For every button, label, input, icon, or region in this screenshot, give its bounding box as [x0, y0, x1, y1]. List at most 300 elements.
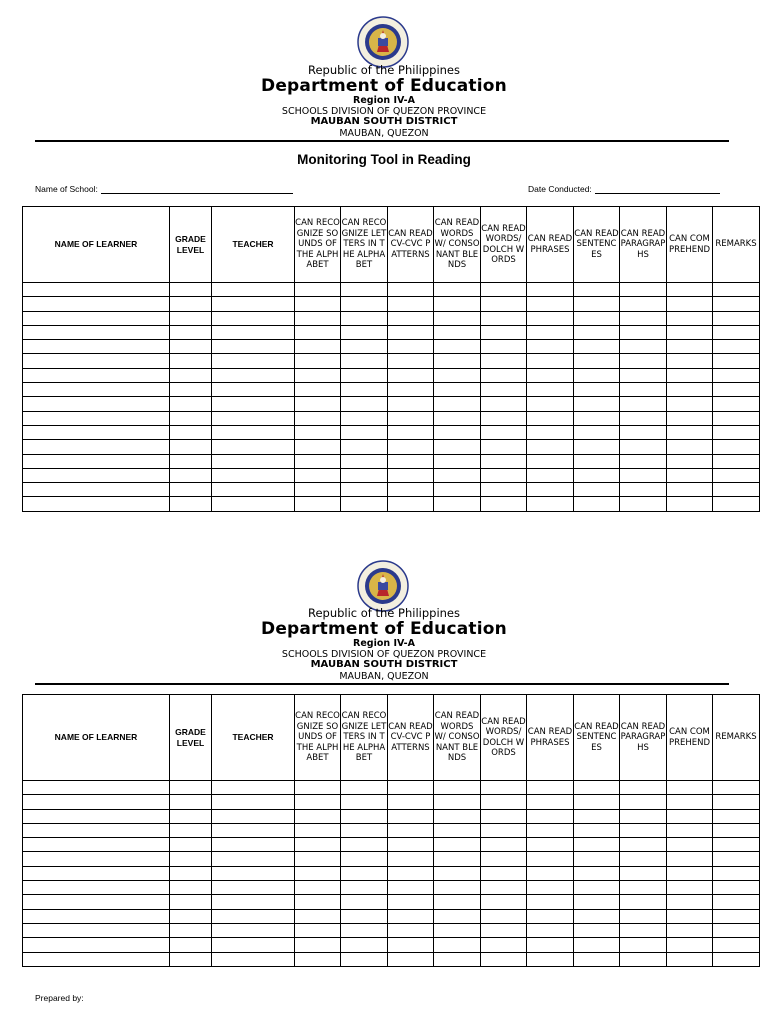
table-cell[interactable] [713, 838, 760, 852]
table-cell[interactable] [23, 823, 170, 837]
table-cell[interactable] [574, 368, 620, 382]
table-cell[interactable] [620, 809, 667, 823]
table-cell[interactable] [667, 497, 713, 511]
table-cell[interactable] [295, 781, 341, 795]
table-cell[interactable] [667, 923, 713, 937]
table-cell[interactable] [212, 838, 295, 852]
table-cell[interactable] [295, 454, 341, 468]
table-cell[interactable] [574, 795, 620, 809]
table-cell[interactable] [295, 866, 341, 880]
table-cell[interactable] [527, 795, 574, 809]
table-cell[interactable] [212, 909, 295, 923]
table-cell[interactable] [23, 497, 170, 511]
table-cell[interactable] [23, 297, 170, 311]
table-cell[interactable] [574, 411, 620, 425]
table-cell[interactable] [170, 909, 212, 923]
table-cell[interactable] [23, 852, 170, 866]
table-cell[interactable] [212, 425, 295, 439]
table-cell[interactable] [295, 852, 341, 866]
table-cell[interactable] [212, 923, 295, 937]
table-cell[interactable] [667, 909, 713, 923]
table-cell[interactable] [574, 440, 620, 454]
table-cell[interactable] [667, 283, 713, 297]
table-cell[interactable] [341, 283, 388, 297]
table-cell[interactable] [295, 340, 341, 354]
table-cell[interactable] [341, 397, 388, 411]
table-cell[interactable] [295, 411, 341, 425]
table-cell[interactable] [388, 809, 434, 823]
table-cell[interactable] [295, 425, 341, 439]
table-cell[interactable] [620, 881, 667, 895]
table-cell[interactable] [341, 425, 388, 439]
table-cell[interactable] [434, 325, 481, 339]
school-name-blank[interactable] [101, 184, 293, 194]
table-cell[interactable] [527, 823, 574, 837]
table-cell[interactable] [713, 895, 760, 909]
table-cell[interactable] [667, 440, 713, 454]
table-cell[interactable] [667, 368, 713, 382]
table-cell[interactable] [713, 340, 760, 354]
table-cell[interactable] [341, 809, 388, 823]
table-cell[interactable] [212, 297, 295, 311]
table-cell[interactable] [434, 909, 481, 923]
table-cell[interactable] [434, 483, 481, 497]
table-cell[interactable] [23, 411, 170, 425]
table-cell[interactable] [170, 866, 212, 880]
table-cell[interactable] [23, 468, 170, 482]
table-cell[interactable] [574, 425, 620, 439]
table-cell[interactable] [713, 368, 760, 382]
table-cell[interactable] [481, 781, 527, 795]
table-cell[interactable] [574, 497, 620, 511]
table-cell[interactable] [481, 795, 527, 809]
table-cell[interactable] [620, 938, 667, 952]
table-cell[interactable] [574, 311, 620, 325]
table-cell[interactable] [574, 483, 620, 497]
table-cell[interactable] [667, 866, 713, 880]
table-cell[interactable] [527, 468, 574, 482]
table-cell[interactable] [574, 297, 620, 311]
table-cell[interactable] [527, 454, 574, 468]
table-cell[interactable] [341, 852, 388, 866]
table-cell[interactable] [667, 795, 713, 809]
table-cell[interactable] [574, 781, 620, 795]
table-cell[interactable] [434, 340, 481, 354]
table-cell[interactable] [620, 497, 667, 511]
table-cell[interactable] [170, 454, 212, 468]
table-cell[interactable] [713, 325, 760, 339]
table-cell[interactable] [23, 483, 170, 497]
table-cell[interactable] [667, 938, 713, 952]
table-cell[interactable] [620, 852, 667, 866]
table-cell[interactable] [23, 454, 170, 468]
table-cell[interactable] [527, 781, 574, 795]
table-cell[interactable] [212, 781, 295, 795]
table-cell[interactable] [388, 838, 434, 852]
table-cell[interactable] [388, 297, 434, 311]
table-cell[interactable] [667, 340, 713, 354]
table-cell[interactable] [212, 938, 295, 952]
table-cell[interactable] [170, 895, 212, 909]
table-cell[interactable] [341, 938, 388, 952]
table-cell[interactable] [434, 383, 481, 397]
table-cell[interactable] [667, 881, 713, 895]
table-cell[interactable] [23, 440, 170, 454]
table-cell[interactable] [481, 354, 527, 368]
table-cell[interactable] [23, 795, 170, 809]
table-cell[interactable] [388, 311, 434, 325]
table-cell[interactable] [434, 866, 481, 880]
table-cell[interactable] [170, 881, 212, 895]
table-cell[interactable] [295, 354, 341, 368]
table-cell[interactable] [481, 440, 527, 454]
table-cell[interactable] [481, 340, 527, 354]
table-cell[interactable] [388, 923, 434, 937]
table-cell[interactable] [341, 354, 388, 368]
table-cell[interactable] [481, 838, 527, 852]
table-cell[interactable] [713, 354, 760, 368]
table-cell[interactable] [667, 823, 713, 837]
table-cell[interactable] [527, 354, 574, 368]
table-cell[interactable] [620, 952, 667, 966]
table-cell[interactable] [295, 440, 341, 454]
table-cell[interactable] [574, 938, 620, 952]
table-cell[interactable] [295, 795, 341, 809]
table-cell[interactable] [481, 283, 527, 297]
table-cell[interactable] [170, 325, 212, 339]
table-cell[interactable] [620, 325, 667, 339]
table-cell[interactable] [527, 425, 574, 439]
table-cell[interactable] [388, 383, 434, 397]
table-cell[interactable] [434, 809, 481, 823]
table-cell[interactable] [388, 425, 434, 439]
table-cell[interactable] [574, 397, 620, 411]
table-cell[interactable] [527, 283, 574, 297]
table-cell[interactable] [620, 838, 667, 852]
table-cell[interactable] [388, 325, 434, 339]
table-cell[interactable] [620, 866, 667, 880]
table-cell[interactable] [667, 838, 713, 852]
table-cell[interactable] [713, 852, 760, 866]
table-cell[interactable] [341, 454, 388, 468]
table-cell[interactable] [23, 397, 170, 411]
table-cell[interactable] [170, 383, 212, 397]
table-cell[interactable] [574, 923, 620, 937]
table-cell[interactable] [620, 354, 667, 368]
table-cell[interactable] [341, 311, 388, 325]
table-cell[interactable] [388, 454, 434, 468]
table-cell[interactable] [620, 311, 667, 325]
table-cell[interactable] [481, 483, 527, 497]
table-cell[interactable] [295, 838, 341, 852]
table-cell[interactable] [23, 311, 170, 325]
table-cell[interactable] [434, 881, 481, 895]
table-cell[interactable] [212, 468, 295, 482]
table-cell[interactable] [527, 809, 574, 823]
table-cell[interactable] [481, 881, 527, 895]
table-cell[interactable] [434, 895, 481, 909]
table-cell[interactable] [170, 411, 212, 425]
table-cell[interactable] [170, 440, 212, 454]
table-cell[interactable] [481, 454, 527, 468]
table-cell[interactable] [574, 454, 620, 468]
table-cell[interactable] [170, 368, 212, 382]
table-cell[interactable] [388, 397, 434, 411]
table-cell[interactable] [574, 468, 620, 482]
table-cell[interactable] [713, 440, 760, 454]
table-cell[interactable] [713, 283, 760, 297]
table-cell[interactable] [434, 297, 481, 311]
table-cell[interactable] [527, 297, 574, 311]
table-cell[interactable] [667, 383, 713, 397]
table-cell[interactable] [388, 895, 434, 909]
table-cell[interactable] [388, 909, 434, 923]
table-cell[interactable] [481, 809, 527, 823]
table-cell[interactable] [713, 383, 760, 397]
table-cell[interactable] [574, 354, 620, 368]
table-cell[interactable] [574, 909, 620, 923]
table-cell[interactable] [341, 781, 388, 795]
date-conducted-blank[interactable] [595, 184, 720, 194]
table-cell[interactable] [667, 809, 713, 823]
table-cell[interactable] [574, 383, 620, 397]
table-cell[interactable] [434, 795, 481, 809]
table-cell[interactable] [620, 397, 667, 411]
table-cell[interactable] [388, 468, 434, 482]
table-cell[interactable] [620, 909, 667, 923]
table-cell[interactable] [527, 497, 574, 511]
table-cell[interactable] [170, 425, 212, 439]
table-cell[interactable] [23, 952, 170, 966]
table-cell[interactable] [212, 325, 295, 339]
table-cell[interactable] [713, 411, 760, 425]
table-cell[interactable] [527, 397, 574, 411]
table-cell[interactable] [212, 881, 295, 895]
table-cell[interactable] [295, 311, 341, 325]
table-cell[interactable] [170, 781, 212, 795]
table-cell[interactable] [388, 354, 434, 368]
table-cell[interactable] [23, 354, 170, 368]
table-cell[interactable] [341, 368, 388, 382]
table-cell[interactable] [481, 411, 527, 425]
table-cell[interactable] [170, 952, 212, 966]
table-cell[interactable] [212, 368, 295, 382]
table-cell[interactable] [620, 411, 667, 425]
table-cell[interactable] [667, 483, 713, 497]
table-cell[interactable] [434, 354, 481, 368]
table-cell[interactable] [527, 895, 574, 909]
table-cell[interactable] [295, 909, 341, 923]
table-cell[interactable] [434, 497, 481, 511]
table-cell[interactable] [295, 938, 341, 952]
table-cell[interactable] [388, 411, 434, 425]
table-cell[interactable] [295, 923, 341, 937]
table-cell[interactable] [434, 397, 481, 411]
table-cell[interactable] [341, 483, 388, 497]
table-cell[interactable] [481, 923, 527, 937]
table-cell[interactable] [481, 311, 527, 325]
table-cell[interactable] [434, 781, 481, 795]
table-cell[interactable] [713, 483, 760, 497]
table-cell[interactable] [713, 909, 760, 923]
table-cell[interactable] [23, 425, 170, 439]
table-cell[interactable] [170, 938, 212, 952]
table-cell[interactable] [713, 866, 760, 880]
table-cell[interactable] [620, 340, 667, 354]
table-cell[interactable] [527, 368, 574, 382]
table-cell[interactable] [23, 781, 170, 795]
table-cell[interactable] [481, 866, 527, 880]
table-cell[interactable] [170, 923, 212, 937]
table-cell[interactable] [388, 881, 434, 895]
table-cell[interactable] [23, 866, 170, 880]
table-cell[interactable] [620, 781, 667, 795]
table-cell[interactable] [713, 923, 760, 937]
table-cell[interactable] [170, 483, 212, 497]
table-cell[interactable] [527, 340, 574, 354]
table-cell[interactable] [212, 340, 295, 354]
table-cell[interactable] [481, 952, 527, 966]
table-cell[interactable] [620, 823, 667, 837]
table-cell[interactable] [574, 283, 620, 297]
table-cell[interactable] [667, 397, 713, 411]
table-cell[interactable] [713, 781, 760, 795]
table-cell[interactable] [388, 340, 434, 354]
table-cell[interactable] [667, 354, 713, 368]
table-cell[interactable] [212, 311, 295, 325]
table-cell[interactable] [434, 311, 481, 325]
table-cell[interactable] [341, 325, 388, 339]
table-cell[interactable] [620, 383, 667, 397]
table-cell[interactable] [170, 311, 212, 325]
table-cell[interactable] [713, 454, 760, 468]
table-cell[interactable] [527, 383, 574, 397]
table-cell[interactable] [170, 468, 212, 482]
table-cell[interactable] [341, 823, 388, 837]
table-cell[interactable] [713, 952, 760, 966]
table-cell[interactable] [574, 823, 620, 837]
table-cell[interactable] [295, 895, 341, 909]
table-cell[interactable] [667, 952, 713, 966]
table-cell[interactable] [481, 823, 527, 837]
table-cell[interactable] [527, 325, 574, 339]
table-cell[interactable] [23, 325, 170, 339]
table-cell[interactable] [667, 311, 713, 325]
table-cell[interactable] [212, 952, 295, 966]
table-cell[interactable] [434, 425, 481, 439]
table-cell[interactable] [341, 952, 388, 966]
table-cell[interactable] [527, 411, 574, 425]
table-cell[interactable] [295, 468, 341, 482]
table-cell[interactable] [481, 368, 527, 382]
table-cell[interactable] [388, 795, 434, 809]
table-cell[interactable] [713, 425, 760, 439]
table-cell[interactable] [713, 397, 760, 411]
table-cell[interactable] [212, 795, 295, 809]
table-cell[interactable] [481, 397, 527, 411]
table-cell[interactable] [170, 354, 212, 368]
table-cell[interactable] [295, 325, 341, 339]
table-cell[interactable] [388, 938, 434, 952]
table-cell[interactable] [713, 809, 760, 823]
table-cell[interactable] [667, 425, 713, 439]
table-cell[interactable] [341, 795, 388, 809]
table-cell[interactable] [620, 895, 667, 909]
table-cell[interactable] [170, 795, 212, 809]
table-cell[interactable] [574, 852, 620, 866]
table-cell[interactable] [713, 297, 760, 311]
table-cell[interactable] [527, 952, 574, 966]
table-cell[interactable] [620, 468, 667, 482]
table-cell[interactable] [388, 497, 434, 511]
table-cell[interactable] [212, 823, 295, 837]
table-cell[interactable] [620, 283, 667, 297]
table-cell[interactable] [212, 354, 295, 368]
table-cell[interactable] [481, 938, 527, 952]
table-cell[interactable] [713, 311, 760, 325]
table-cell[interactable] [170, 852, 212, 866]
table-cell[interactable] [527, 440, 574, 454]
table-cell[interactable] [212, 895, 295, 909]
table-cell[interactable] [481, 852, 527, 866]
table-cell[interactable] [620, 923, 667, 937]
table-cell[interactable] [574, 952, 620, 966]
table-cell[interactable] [212, 283, 295, 297]
table-cell[interactable] [388, 781, 434, 795]
table-cell[interactable] [388, 852, 434, 866]
table-cell[interactable] [295, 368, 341, 382]
table-cell[interactable] [667, 454, 713, 468]
table-cell[interactable] [713, 823, 760, 837]
table-cell[interactable] [574, 838, 620, 852]
table-cell[interactable] [434, 952, 481, 966]
table-cell[interactable] [295, 823, 341, 837]
table-cell[interactable] [212, 411, 295, 425]
table-cell[interactable] [527, 938, 574, 952]
table-cell[interactable] [620, 454, 667, 468]
table-cell[interactable] [23, 909, 170, 923]
table-cell[interactable] [620, 368, 667, 382]
table-cell[interactable] [388, 440, 434, 454]
table-cell[interactable] [212, 454, 295, 468]
table-cell[interactable] [295, 809, 341, 823]
table-cell[interactable] [23, 838, 170, 852]
table-cell[interactable] [212, 866, 295, 880]
table-cell[interactable] [170, 397, 212, 411]
table-cell[interactable] [574, 325, 620, 339]
table-cell[interactable] [481, 383, 527, 397]
table-cell[interactable] [667, 852, 713, 866]
table-cell[interactable] [212, 852, 295, 866]
table-cell[interactable] [23, 283, 170, 297]
table-cell[interactable] [212, 497, 295, 511]
table-cell[interactable] [388, 866, 434, 880]
table-cell[interactable] [295, 397, 341, 411]
table-cell[interactable] [212, 383, 295, 397]
table-cell[interactable] [23, 938, 170, 952]
table-cell[interactable] [667, 781, 713, 795]
table-cell[interactable] [434, 368, 481, 382]
table-cell[interactable] [341, 909, 388, 923]
table-cell[interactable] [527, 483, 574, 497]
table-cell[interactable] [574, 866, 620, 880]
table-cell[interactable] [667, 468, 713, 482]
table-cell[interactable] [170, 283, 212, 297]
table-cell[interactable] [434, 454, 481, 468]
table-cell[interactable] [23, 923, 170, 937]
table-cell[interactable] [388, 283, 434, 297]
table-cell[interactable] [170, 809, 212, 823]
